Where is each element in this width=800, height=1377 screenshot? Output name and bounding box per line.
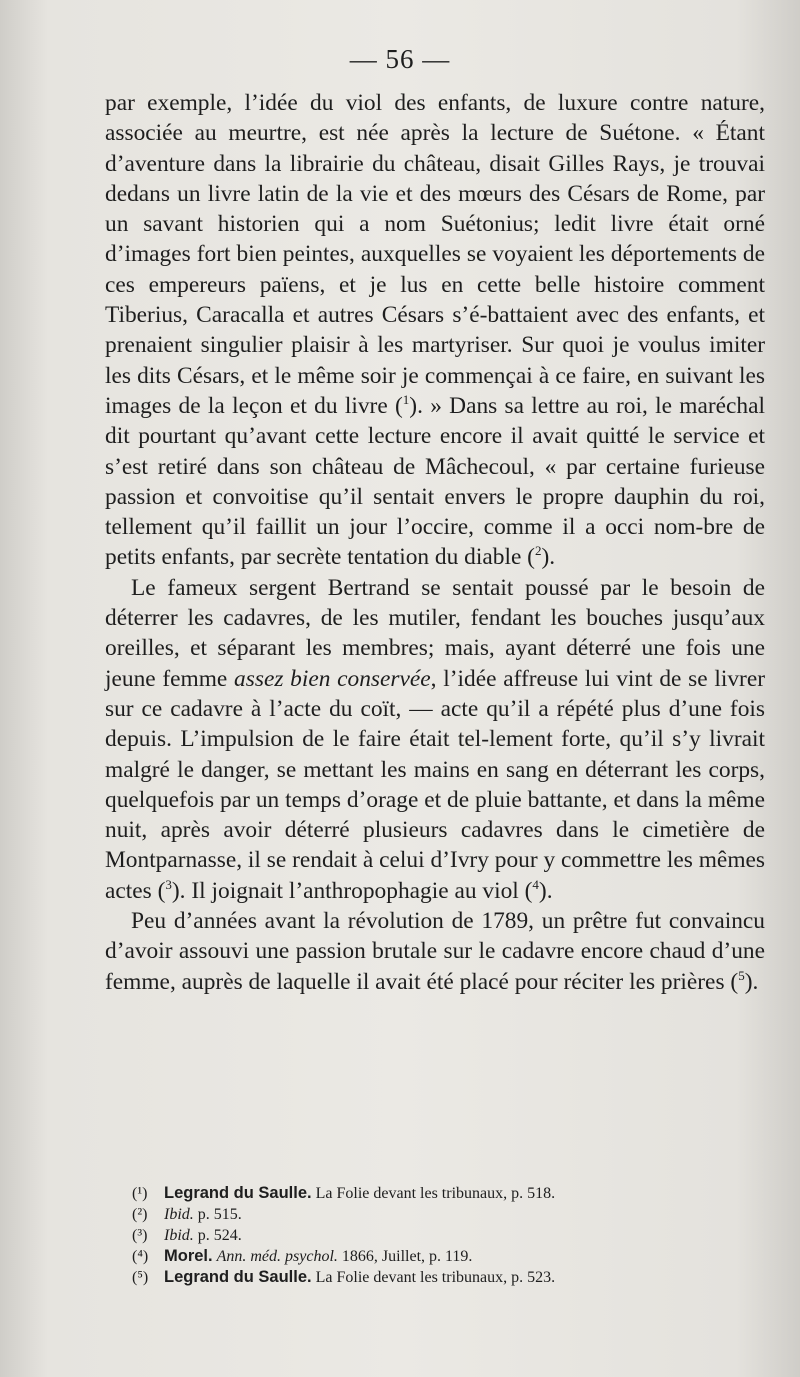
footnote-text: La Folie devant les tribunaux, p. 518. (311, 1185, 556, 1202)
footnote-ref-3: 3 (165, 876, 172, 892)
paragraph-text: par exemple, l’idée du viol des enfants, de luxure contre nature, associée au meurtre, est née après la lecture de Suétone. « Étant d’aventure dans la librairie du château, disait Gilles Rays, je trouvai dedans un livre latin de la vie et des mœurs des Césars de Rome, par un savant historien qui a nom Suétonius; ledit livre était orné d’images fort bien peintes, auxquelles se voyaient les déportements de ces empereurs païens, et je lus en cette belle histoire comment Tiberius, Caracalla et autres Césars s’é-battaient avec des enfants, et prenaient singulier plaisir à les martyriser. Sur quoi je voulus imiter les dits Césars, et le même soir je commençai à ce faire, en suivant les images de la leçon et du livre ( (105, 90, 765, 419)
footnote-number: (¹) (132, 1185, 148, 1202)
footnote (132, 1204, 732, 1225)
paragraph-text: , l’idée affreuse lui vint de se livrer sur ce cadavre à l’acte du coït, — acte qu’il a répété plus d’une fois depuis. L’impulsion de le faire était tel-lement forte, qu’il s’y livrait malgré le danger, se mettant les mains en sang en déterrant les corps, quelquefois par un temps d’orage et de pluie battante, et dans la même nuit, après avoir déterré plusieurs cadavres dans le cimetière de Montparnasse, il se rendait à celui d’Ivry pour y commettre les mêmes actes ( (105, 665, 765, 904)
footnote-number: (²) (132, 1206, 148, 1223)
footnote (132, 1267, 732, 1288)
italic-phrase: assez bien conservée (234, 665, 431, 692)
paragraph-text: ). (538, 877, 553, 904)
paragraph-1 (105, 88, 765, 573)
paragraph-text: ). Il joignait l’anthropophagie au viol ( (171, 877, 533, 904)
footnote-number: (³) (132, 1227, 148, 1244)
page-number: — 56 — (349, 44, 451, 74)
footnote-text: p. 524. (193, 1227, 242, 1244)
footnote-author: Legrand du Saulle. (164, 1184, 312, 1202)
footnote-author: Morel. (164, 1247, 213, 1265)
footnote (132, 1225, 732, 1246)
body-text (105, 88, 765, 997)
footnote-text: p. 515. (193, 1206, 242, 1223)
footnote (132, 1246, 732, 1267)
paragraph-text: Le fameux sergent Bertrand se sentait poussé par le besoin de déterrer les cadavres, de les mutiler, fendant les bouches jusqu’aux oreilles, et séparant les membres; mais, ayant déterré une fois une jeune femme (105, 574, 765, 692)
footnotes (132, 1183, 732, 1288)
footnote-author: Legrand du Saulle. (164, 1268, 312, 1286)
footnote-italic: Ann. méd. psychol. (216, 1248, 338, 1265)
footnote-text: 1866, Juillet, p. 119. (337, 1248, 473, 1265)
paragraph-text: ). » Dans sa lettre au roi, le maréchal dit pourtant qu’avant cette lecture encore il avait quitté le service et s’est retiré dans son château de Mâchecoul, « par certaine furieuse passion et convoitise qu’il sentait envers le propre dauphin du roi, tellement qu’il faillit un jour l’occire, comme il a occi nom-bre de petits enfants, par secrète tentation du diable ( (105, 392, 765, 571)
paragraph-text: ). (541, 544, 556, 571)
paragraph-2 (105, 573, 765, 906)
paragraph-text: Peu d’années avant la révolution de 1789, un prêtre fut convaincu d’avoir assouvi une passion brutale sur le cadavre encore chaud d’une femme, auprès de laquelle il avait été placé pour réciter les prières ( (105, 908, 765, 995)
footnote-ref-2: 2 (534, 543, 542, 559)
footnote-ref-5: 5 (738, 967, 745, 983)
footnote-text: La Folie devant les tribunaux, p. 523. (311, 1269, 556, 1286)
footnote (132, 1183, 732, 1204)
footnote-number: (⁴) (132, 1248, 149, 1265)
paragraph-3 (105, 906, 765, 997)
footnote-ref-4: 4 (532, 876, 539, 892)
footnote-italic: Ibid. (164, 1227, 194, 1244)
paragraph-text: ). (744, 968, 759, 995)
footnote-italic: Ibid. (164, 1206, 194, 1223)
footnote-ref-1: 1 (402, 391, 410, 407)
footnote-number: (⁵) (132, 1269, 149, 1286)
